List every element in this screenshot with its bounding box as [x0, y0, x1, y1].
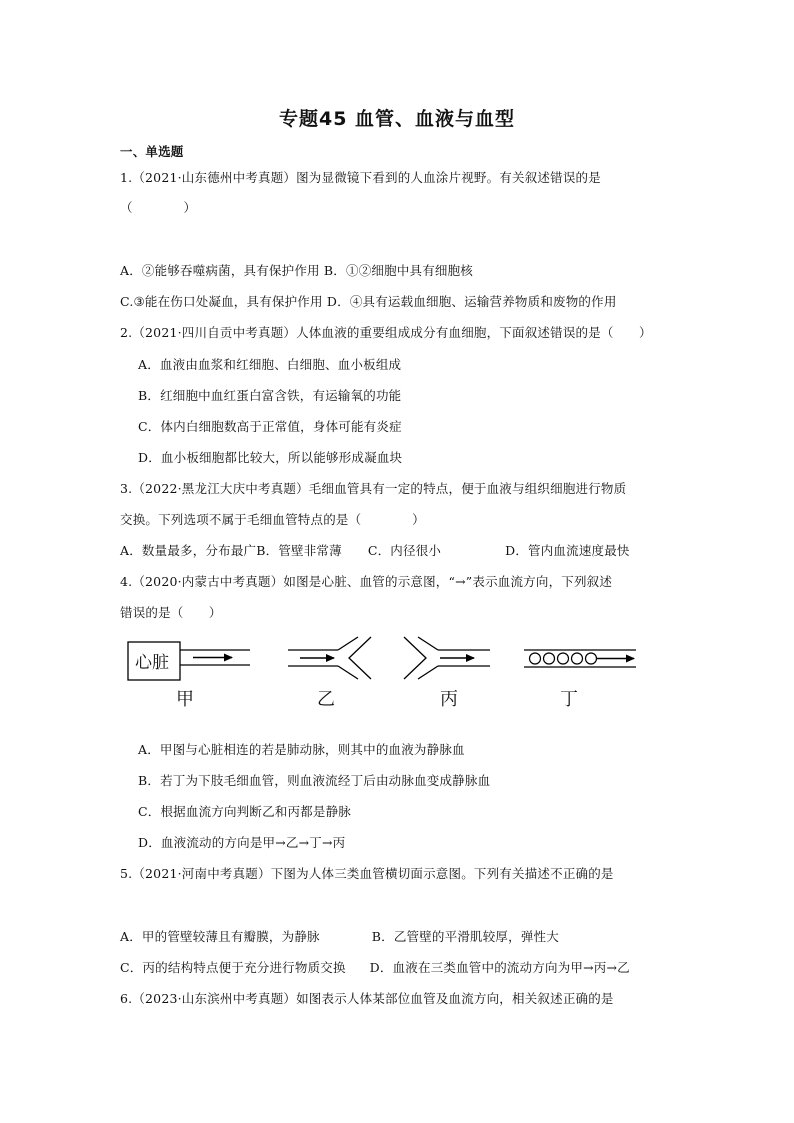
q1-stem: 1.（2021·山东德州中考真题）图为显微镜下看到的人血涂片视野。有关叙述错误的是 — [120, 170, 601, 185]
figure-bing-vessel — [404, 637, 490, 679]
q3-option-a: A．数量最多，分布最广 — [120, 543, 257, 558]
figure-label-ding: 丁 — [560, 689, 578, 710]
q2-option-d: D．血小板细胞都比较大，所以能够形成凝血块 — [138, 450, 403, 465]
blood-cell — [544, 653, 555, 664]
q5-options-ab — [120, 927, 559, 945]
q5-option-a: A．甲的管壁较薄且有瓣膜，为静脉 — [120, 929, 320, 944]
q1-answer-paren: （ ） — [120, 200, 197, 215]
q4-option-b: B．若丁为下肢毛细血管，则血液流经丁后由动脉血变成静脉血 — [138, 773, 491, 788]
q5-option-d: D．血液在三类血管中的流动方向为甲→丙→乙 — [369, 960, 630, 975]
q4-option-a: A．甲图与心脏相连的若是肺动脉，则其中的血液为静脉血 — [138, 742, 465, 757]
figure-label-yi: 乙 — [317, 689, 335, 710]
section-heading: 一、单选题 — [120, 144, 184, 159]
q5-option-c: C．丙的结构特点便于充分进行物质交换 — [120, 960, 346, 975]
q3-option-c: C．内径很小 — [367, 543, 442, 558]
figure-yi-vessel — [288, 637, 371, 679]
figure-ding-capillary — [524, 650, 636, 667]
q3-stem-line2: 交换。下列选项不属于毛细血管特点的是（ ） — [120, 512, 425, 527]
q1-option-b: B．①②细胞中具有细胞核 — [323, 263, 474, 278]
q3-option-b: B．管壁非常薄 — [256, 543, 342, 558]
figure-label-bing: 丙 — [440, 689, 458, 710]
q2-option-b: B．红细胞中血红蛋白富含铁，有运输氧的功能 — [138, 388, 402, 403]
q2-option-c: C．体内白细胞数高于正常值，身体可能有炎症 — [138, 419, 402, 434]
q4-stem-line1: 4.（2020·内蒙古中考真题）如图是心脏、血管的示意图，“→”表示血流方向，下列叙述 — [120, 574, 613, 589]
q5-options-cd — [120, 958, 630, 976]
q3-option-d: D．管内血流速度最快 — [505, 543, 630, 558]
blood-cell — [558, 653, 569, 664]
q3-stem-line1: 3.（2022·黑龙江大庆中考真题）毛细血管具有一定的特点，便于血液与组织细胞进行物质 — [120, 481, 627, 496]
q2-option-a: A．血液由血浆和红细胞、白细胞、血小板组成 — [138, 357, 402, 372]
heart-label: 心脏 — [135, 653, 169, 673]
q1-option-c: C.③能在伤口处凝血，具有保护作用 — [120, 294, 323, 309]
figure-label-jia: 甲 — [176, 689, 194, 710]
blood-cell — [530, 653, 541, 664]
q4-option-c: C．根据血流方向判断乙和丙都是静脉 — [138, 804, 351, 819]
page-title: 专题45 血管、血液与血型 — [278, 108, 516, 130]
blood-cell — [586, 653, 597, 664]
q1-option-d: D．④具有运载血细胞、运输营养物质和废物的作用 — [326, 294, 617, 309]
q5-stem: 5.（2021·河南中考真题）下图为人体三类血管横切面示意图。下列有关描述不正确的是 — [120, 866, 614, 881]
q5-option-b: B．乙管壁的平滑肌较厚，弹性大 — [371, 929, 559, 944]
q4-option-d: D．血液流动的方向是甲→乙→丁→丙 — [138, 835, 346, 850]
q6-stem: 6.（2023·山东滨州中考真题）如图表示人体某部位血管及血流方向，相关叙述正确的是 — [120, 991, 614, 1006]
blood-cell — [572, 653, 583, 664]
q4-stem-line2: 错误的是（ ） — [120, 605, 222, 620]
q2-stem: 2.（2021·四川自贡中考真题）人体血液的重要组成成分有血细胞，下面叙述错误的是（ ） — [120, 325, 652, 340]
q1-option-a: A．②能够吞噬病菌，具有保护作用 — [120, 263, 320, 278]
